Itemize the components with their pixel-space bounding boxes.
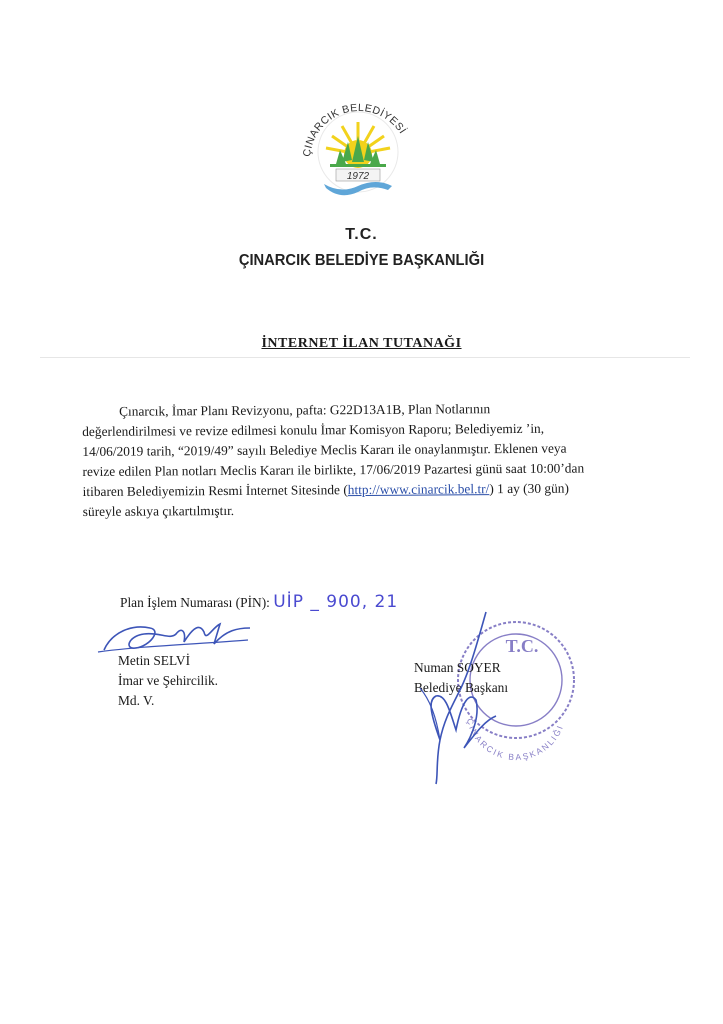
- pin-label: Plan İşlem Numarası (PİN):: [120, 595, 270, 610]
- signatory-right-title: Belediye Başkanı: [414, 680, 509, 695]
- signatory-right: [414, 658, 508, 698]
- signatory-left: [118, 651, 218, 711]
- header-country: T.C.: [345, 226, 378, 243]
- body-line: değerlendirilmesi ve revize edilmesi konulu İmar Komisyon Raporu; Belediyemiz ’in,: [82, 420, 545, 439]
- body-line: revize edilen Plan notları Meclis Kararı ile birlikte, 17/06/2019 Pazartesi günü saat 10:00’dan: [82, 460, 585, 479]
- pin-handwritten-value: UİP _ 900, 21: [273, 592, 399, 612]
- header-organization: ÇINARCIK BELEDİYE BAŞKANLIĞI: [238, 252, 485, 269]
- scan-divider: [40, 357, 690, 358]
- body-line-start: itibaren Belediyemizin Resmi İnternet Sitesinde (: [82, 482, 348, 499]
- signatory-right-name: Numan SOYER: [414, 660, 501, 675]
- signatory-left-title: İmar ve Şehircilik.: [118, 673, 219, 688]
- logo-year: 1972: [346, 171, 370, 182]
- document-title: İNTERNET İLAN TUTANAĞI: [261, 336, 462, 351]
- signatory-left-name: Metin SELVİ: [118, 653, 191, 668]
- body-line: süreyle askıya çıkartılmıştır.: [82, 502, 235, 519]
- body-line: Çınarcık, İmar Planı Revizyonu, pafta: G22D13A1B, Plan Notlarının: [119, 401, 491, 419]
- document-body: [82, 398, 623, 522]
- signatory-left-title-2: Md. V.: [118, 693, 155, 708]
- stamp-center-text: T.C.: [505, 636, 539, 656]
- municipality-logo: [296, 90, 420, 200]
- stamp-arc-text: ÇINARCIK BAŞKANLIĞI: [464, 717, 566, 763]
- body-line: 14/06/2019 tarih, “2019/49” sayılı Belediye Meclis Kararı ile onaylanmıştır. Eklenen veya: [82, 440, 567, 459]
- website-link[interactable]: http://www.cinarcik.bel.tr/: [347, 481, 490, 498]
- body-line-end: ) 1 ay (30 gün): [489, 480, 569, 497]
- logo-arc-text: ÇINARCIK BELEDİYESİ: [301, 101, 409, 158]
- pin-row: [120, 592, 398, 612]
- body-line: [83, 478, 623, 502]
